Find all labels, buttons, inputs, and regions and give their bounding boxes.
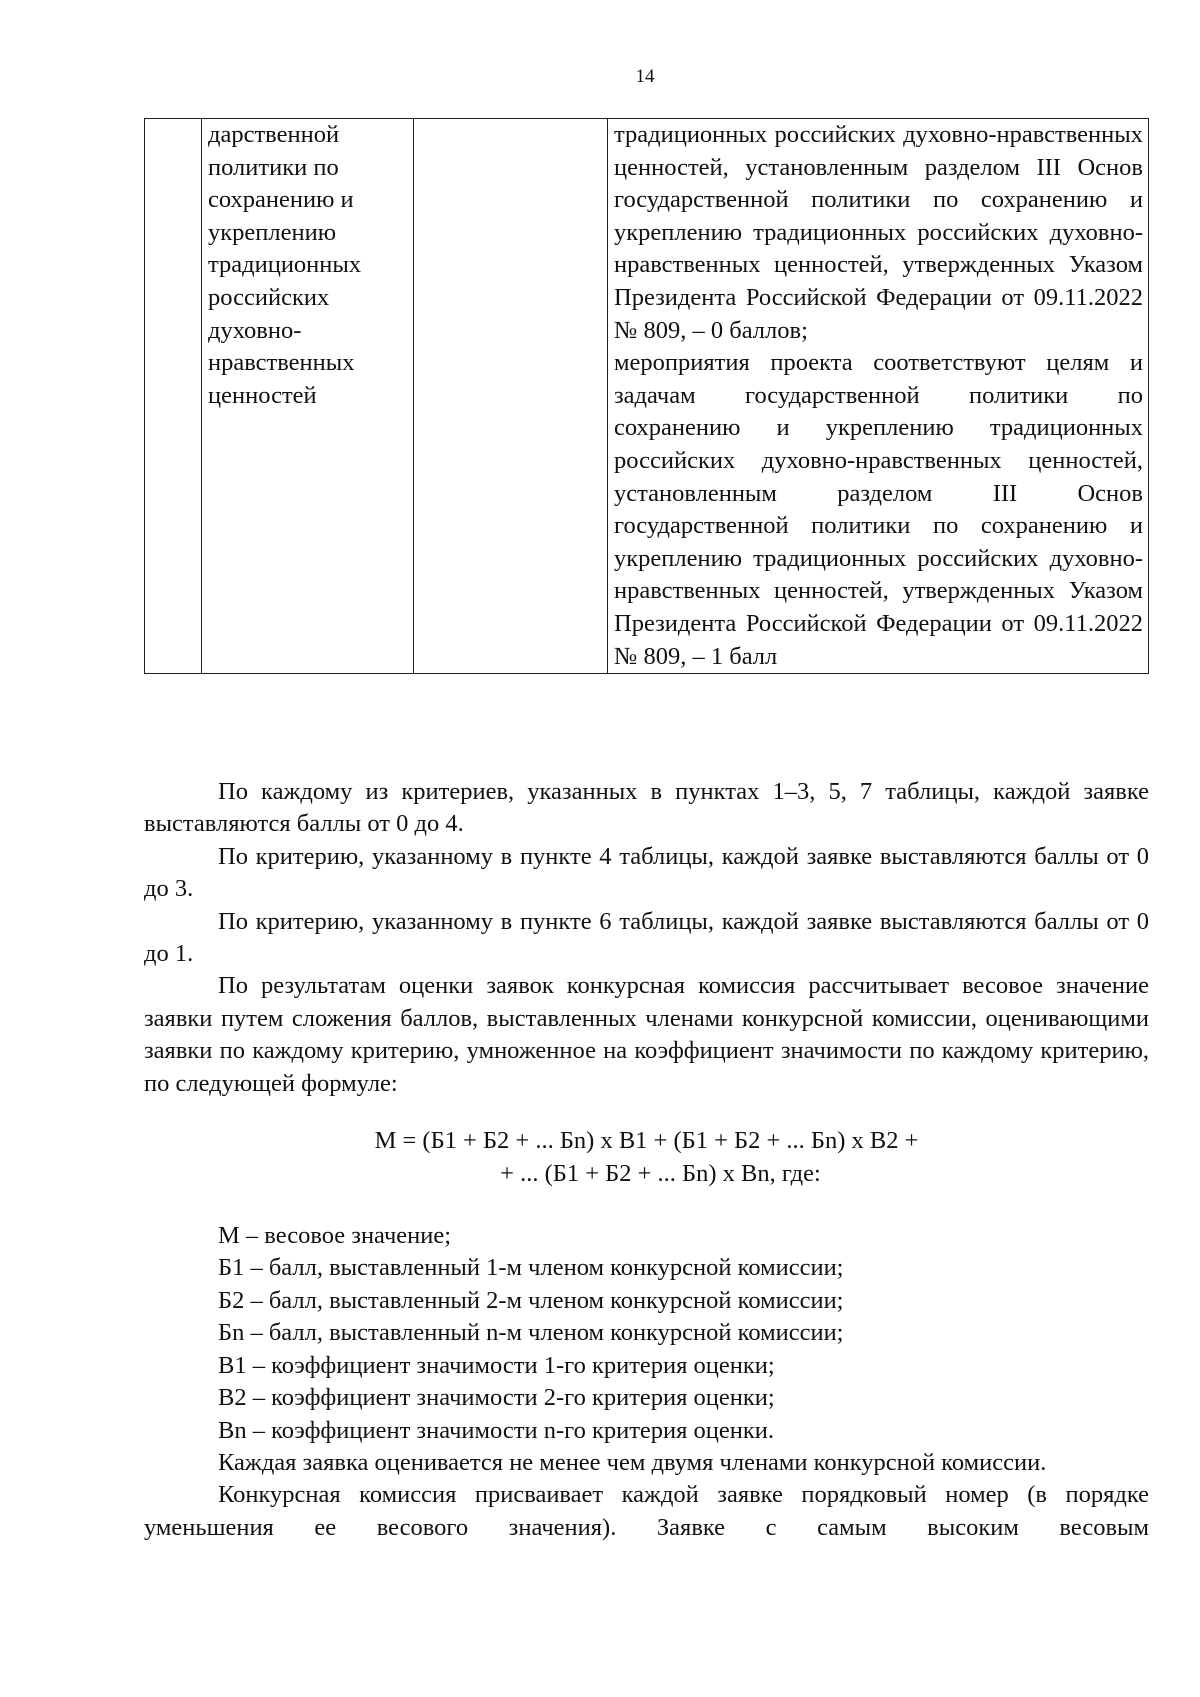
paragraph-two-members: Каждая заявка оценивается не менее чем двумя членами конкурсной комиссии. [218, 1448, 1047, 1476]
criterion-line: дарственной [208, 121, 340, 148]
criterion-line: нравственных [208, 349, 355, 377]
formula-line-2: + ... (Б1 + Б2 + ... Бn) x Вn, где: [500, 1160, 821, 1188]
definition-item: Вn – коэффициент значимости n-го критерия оценки. [218, 1416, 775, 1444]
paragraph-criteria-1-3-5-7: По каждому из критериев, указанных в пунктах 1–3, 5, 7 таблицы, каждой заявке выставляются баллы от 0 до 4. [144, 778, 1149, 838]
definition-item: Б2 – балл, выставленный 2-м членом конкурсной комиссии; [218, 1286, 844, 1314]
definition-item: М – весовое значение; [218, 1222, 452, 1250]
table-cell-middle [414, 119, 608, 674]
criterion-line: укреплению [208, 218, 337, 246]
description-paragraph: традиционных российских духовно-нравственных ценностей, установленным разделом III Основ государственной политики по сохранению и укреплению традиционных российских духовно-нравственных ценностей, утвержденных Указом Президента Российской Федерации от 09.11.2022 № 809, – 0 баллов; [614, 121, 1143, 344]
criterion-line: политики по [208, 153, 339, 181]
page-number: 14 [635, 66, 655, 87]
criterion-line: традиционных [208, 251, 362, 279]
paragraph-ranking: Конкурсная комиссия присваивает каждой заявке порядковый номер (в порядке уменьшения ее весового значения). Заявке с самым высоким весовым [144, 1481, 1149, 1541]
paragraph-criterion-6: По критерию, указанному в пункте 6 таблицы, каждой заявке выставляются баллы от 0 до 1. [144, 907, 1149, 968]
definition-item: Б1 – балл, выставленный 1-м членом конкурсной комиссии; [218, 1254, 844, 1282]
definition-item: В1 – коэффициент значимости 1-го критерия оценки; [218, 1351, 775, 1379]
formula-line-1: М = (Б1 + Б2 + ... Бn) x В1 + (Б1 + Б2 + ... Бn) x В2 + [374, 1127, 919, 1155]
definition-item: В2 – коэффициент значимости 2-го критерия оценки; [218, 1384, 775, 1412]
table-cell-criterion [202, 119, 414, 674]
paragraph-criterion-4: По критерию, указанному в пункте 4 таблицы, каждой заявке выставляются баллы от 0 до 3. [144, 842, 1149, 903]
table-cell-number [145, 119, 202, 674]
document-body [144, 776, 1149, 1544]
definitions-list [144, 1220, 1149, 1447]
criterion-line: духовно- [208, 316, 302, 344]
criterion-line: ценностей [208, 381, 317, 409]
table-row [145, 119, 1149, 674]
definition-item: Бn – балл, выставленный n-м членом конкурсной комиссии; [218, 1319, 844, 1347]
paragraph-weight-calculation: По результатам оценки заявок конкурсная комиссия рассчитывает весовое значение заявки путем сложения баллов, выставленных членами конкурсной комиссии, оценивающими заявки по каждому критерию, умноженное на коэффициент значимости по каждому критерию, по следующей формуле: [144, 972, 1149, 1097]
table-cell-description [608, 119, 1149, 674]
criterion-line: российских [208, 283, 330, 311]
criterion-line: сохранению и [208, 186, 354, 214]
description-paragraph: мероприятия проекта соответствуют целям и задачам государственной политики по сохранению и укреплению традиционных российских духовно-нравственных ценностей, установленным разделом III Основ государственной политики по сохранению и укреплению традиционных российских духовно-нравственных ценностей, утвержденных Указом Президента Российской Федерации от 09.11.2022 № 809, – 1 балл [614, 349, 1143, 670]
criteria-table [144, 118, 1149, 674]
formula [144, 1124, 1149, 1190]
